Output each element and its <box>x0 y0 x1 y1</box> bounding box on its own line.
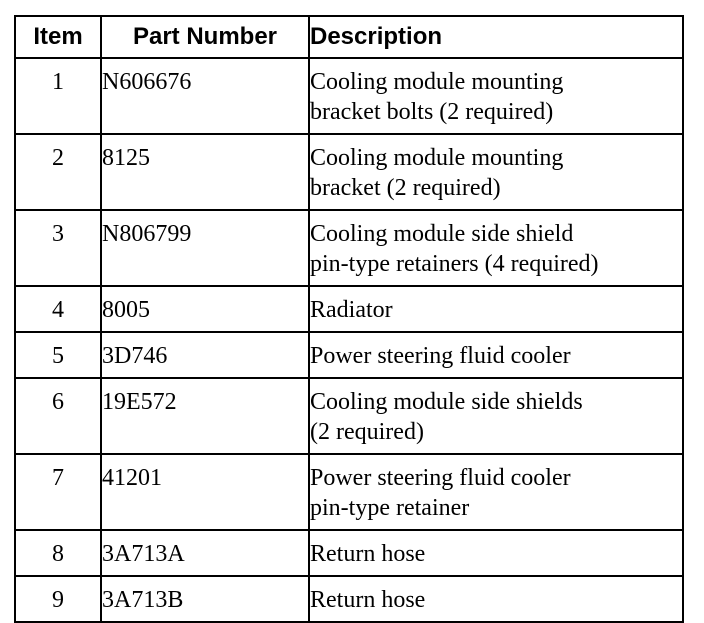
table-row <box>15 332 683 378</box>
description <box>309 332 683 378</box>
description-line: Cooling module mounting <box>310 69 564 95</box>
description <box>309 286 683 332</box>
header-item: Item <box>15 16 101 58</box>
part-number: 8005 <box>101 286 309 332</box>
table-row <box>15 454 683 530</box>
item-number: 4 <box>15 286 101 332</box>
table-row <box>15 210 683 286</box>
item-number: 1 <box>15 58 101 134</box>
part-number: 3D746 <box>101 332 309 378</box>
part-number: 19E572 <box>101 378 309 454</box>
description <box>309 58 683 134</box>
description <box>309 210 683 286</box>
description-line: pin-type retainers (4 required) <box>310 251 599 277</box>
description-line: Radiator <box>310 297 393 323</box>
description-line: bracket (2 required) <box>310 175 501 201</box>
parts-table <box>14 15 684 623</box>
description-line: pin-type retainer <box>310 495 470 521</box>
part-number: 3A713B <box>101 576 309 622</box>
description-line: Cooling module side shield <box>310 221 574 247</box>
description-line: Return hose <box>310 587 426 613</box>
table-row <box>15 530 683 576</box>
description <box>309 576 683 622</box>
description <box>309 454 683 530</box>
header-part-number: Part Number <box>101 16 309 58</box>
part-number: 3A713A <box>101 530 309 576</box>
table-row <box>15 378 683 454</box>
description-line: Power steering fluid cooler <box>310 465 571 491</box>
item-number: 5 <box>15 332 101 378</box>
item-number: 3 <box>15 210 101 286</box>
part-number: N606676 <box>101 58 309 134</box>
table-body <box>15 58 683 622</box>
part-number: 41201 <box>101 454 309 530</box>
table-row <box>15 576 683 622</box>
description-line: Power steering fluid cooler <box>310 343 571 369</box>
part-number: N806799 <box>101 210 309 286</box>
header-row <box>15 16 683 58</box>
description-line: Return hose <box>310 541 426 567</box>
header-description: Description <box>309 16 683 58</box>
description <box>309 530 683 576</box>
part-number: 8125 <box>101 134 309 210</box>
item-number: 2 <box>15 134 101 210</box>
description <box>309 134 683 210</box>
description-line: (2 required) <box>310 419 424 445</box>
item-number: 7 <box>15 454 101 530</box>
item-number: 8 <box>15 530 101 576</box>
description-line: Cooling module mounting <box>310 145 564 171</box>
description <box>309 378 683 454</box>
table-row <box>15 134 683 210</box>
table-row <box>15 286 683 332</box>
description-line: bracket bolts (2 required) <box>310 99 554 125</box>
item-number: 6 <box>15 378 101 454</box>
description-line: Cooling module side shields <box>310 389 583 415</box>
item-number: 9 <box>15 576 101 622</box>
table-row <box>15 58 683 134</box>
